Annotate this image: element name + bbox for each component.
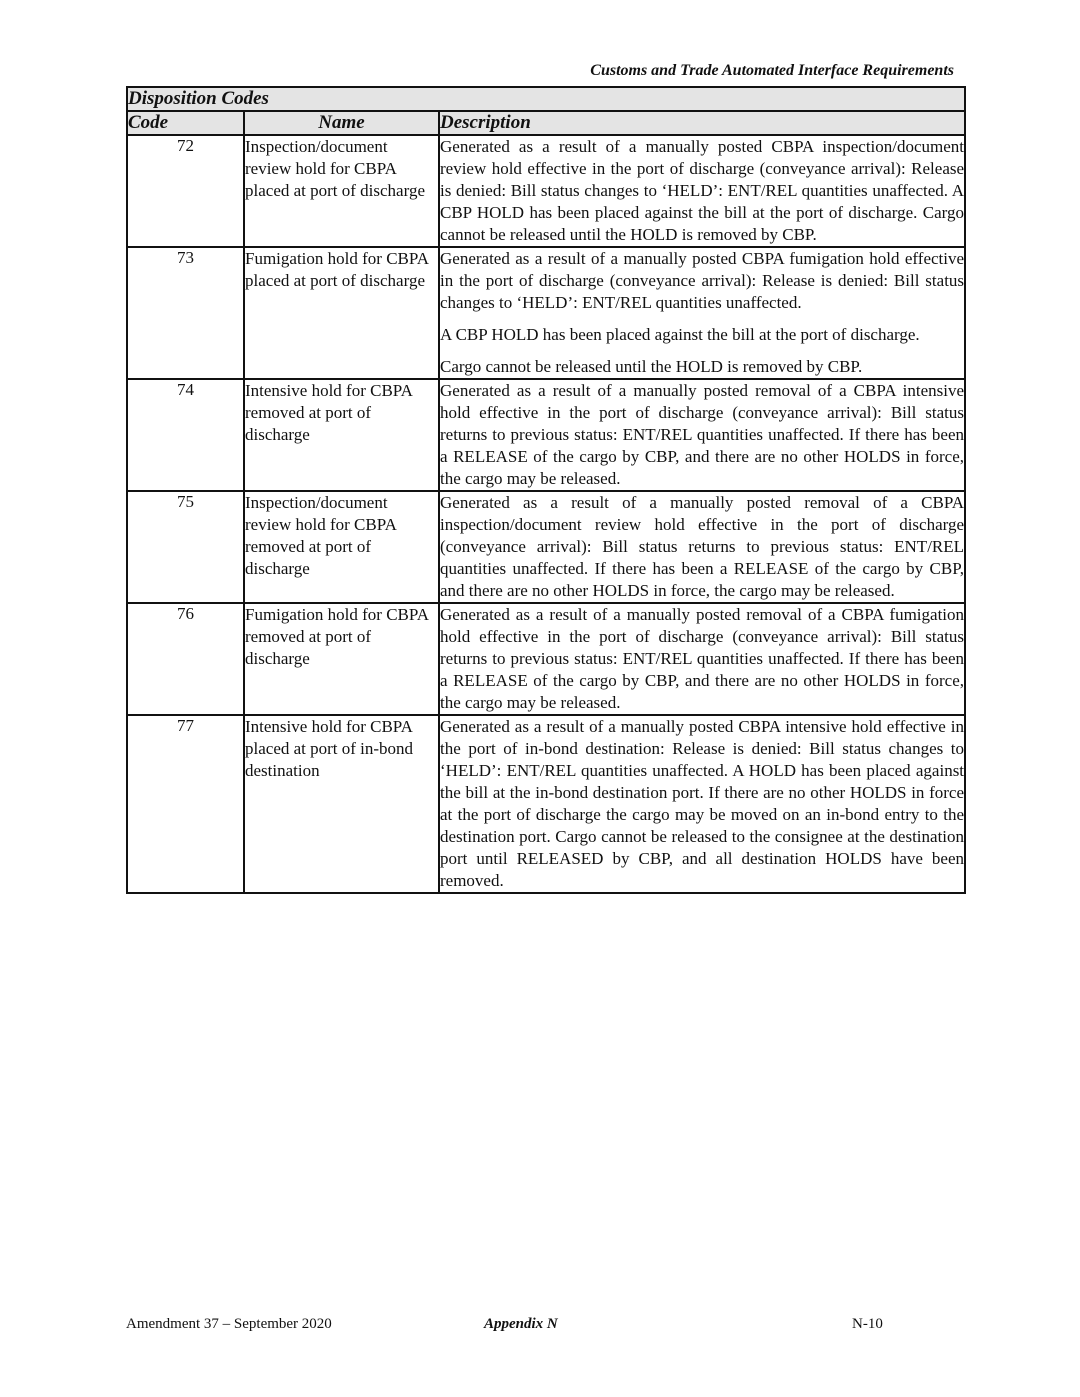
description-cell [439,135,965,247]
description-cell [439,715,965,893]
description-cell [439,379,965,491]
table-row [127,491,965,603]
column-header-row [127,111,965,135]
description-paragraph: Generated as a result of a manually posted removal of a CBPA intensive hold effective in the port of discharge (conveyance arrival): Bill status returns to previous status: ENT/REL quantities unaffected. If there has been a RELEASE of the cargo by CBP, and there are no other HOLDS in force, the cargo may be released. [440,381,965,488]
description-paragraph: Generated as a result of a manually posted removal of a CBPA inspection/document review hold effective in the port of discharge (conveyance arrival): Bill status returns to previous status: ENT/REL quantities unaffected. If there has been a RELEASE of the cargo by CBP, and there are no other HOLDS in force, the cargo may be released. [440,493,965,600]
name-cell: Inspection/document review hold for CBPA removed at port of discharge [244,491,439,603]
table-row [127,603,965,715]
name-cell: Fumigation hold for CBPA removed at port of discharge [244,603,439,715]
disposition-codes-table [126,86,966,894]
column-header-description: Description [439,111,965,135]
description-paragraph: Generated as a result of a manually posted CBPA fumigation hold effective in the port of discharge (conveyance arrival): Release is denied: Bill status changes to ‘HELD’: ENT/REL quantities unaffected. [440,249,965,312]
running-header: Customs and Trade Automated Interface Requirements [590,62,954,79]
footer-page-number: N-10 [852,1316,883,1332]
description-cell [439,247,965,379]
table-row [127,715,965,893]
description-cell [439,491,965,603]
name-cell: Fumigation hold for CBPA placed at port of discharge [244,247,439,379]
code-cell: 73 [127,247,244,379]
column-header-code: Code [127,111,244,135]
description-paragraph: Generated as a result of a manually posted CBPA intensive hold effective in the port of in-bond destination: Release is denied: Bill status changes to ‘HELD’: ENT/REL quantities unaffected. A HOLD has been placed against the bill at the in-bond destination port. If there are no other HOLDS in force at the port of discharge the cargo may be moved on an in-bond entry to the destination port. Cargo cannot be released to the consignee at the destination port until RELEASED by CBP, and all destination HOLDS have been removed. [440,717,965,890]
table-row [127,247,965,379]
name-cell: Intensive hold for CBPA placed at port of in-bond destination [244,715,439,893]
code-cell: 77 [127,715,244,893]
table-body [127,135,965,893]
description-paragraph: Generated as a result of a manually posted removal of a CBPA fumigation hold effective in the port of discharge (conveyance arrival): Bill status returns to previous status: ENT/REL quantities unaffected. If there has been a RELEASE of the cargo by CBP, and there are no other HOLDS in force, the cargo may be released. [440,605,965,712]
name-cell: Inspection/document review hold for CBPA placed at port of discharge [244,135,439,247]
code-cell: 76 [127,603,244,715]
table-title: Disposition Codes [127,87,965,111]
description-cell [439,603,965,715]
table-row [127,379,965,491]
description-paragraph: Generated as a result of a manually posted CBPA inspection/document review hold effective in the port of discharge (conveyance arrival): Release is denied: Bill status changes to ‘HELD’: ENT/REL quantities unaffected. A CBP HOLD has been placed against the bill at the port of discharge. Cargo cannot be released until the HOLD is removed by CBP. [440,137,965,244]
footer-appendix: Appendix N [484,1316,558,1332]
code-cell: 72 [127,135,244,247]
footer-amendment: Amendment 37 – September 2020 [126,1316,332,1332]
name-cell: Intensive hold for CBPA removed at port of discharge [244,379,439,491]
description-paragraph: A CBP HOLD has been placed against the bill at the port of discharge. [440,325,920,344]
description-paragraph: Cargo cannot be released until the HOLD is removed by CBP. [440,357,863,376]
column-header-name: Name [244,111,439,135]
code-cell: 74 [127,379,244,491]
code-cell: 75 [127,491,244,603]
table-title-row [127,87,965,111]
table-row [127,135,965,247]
